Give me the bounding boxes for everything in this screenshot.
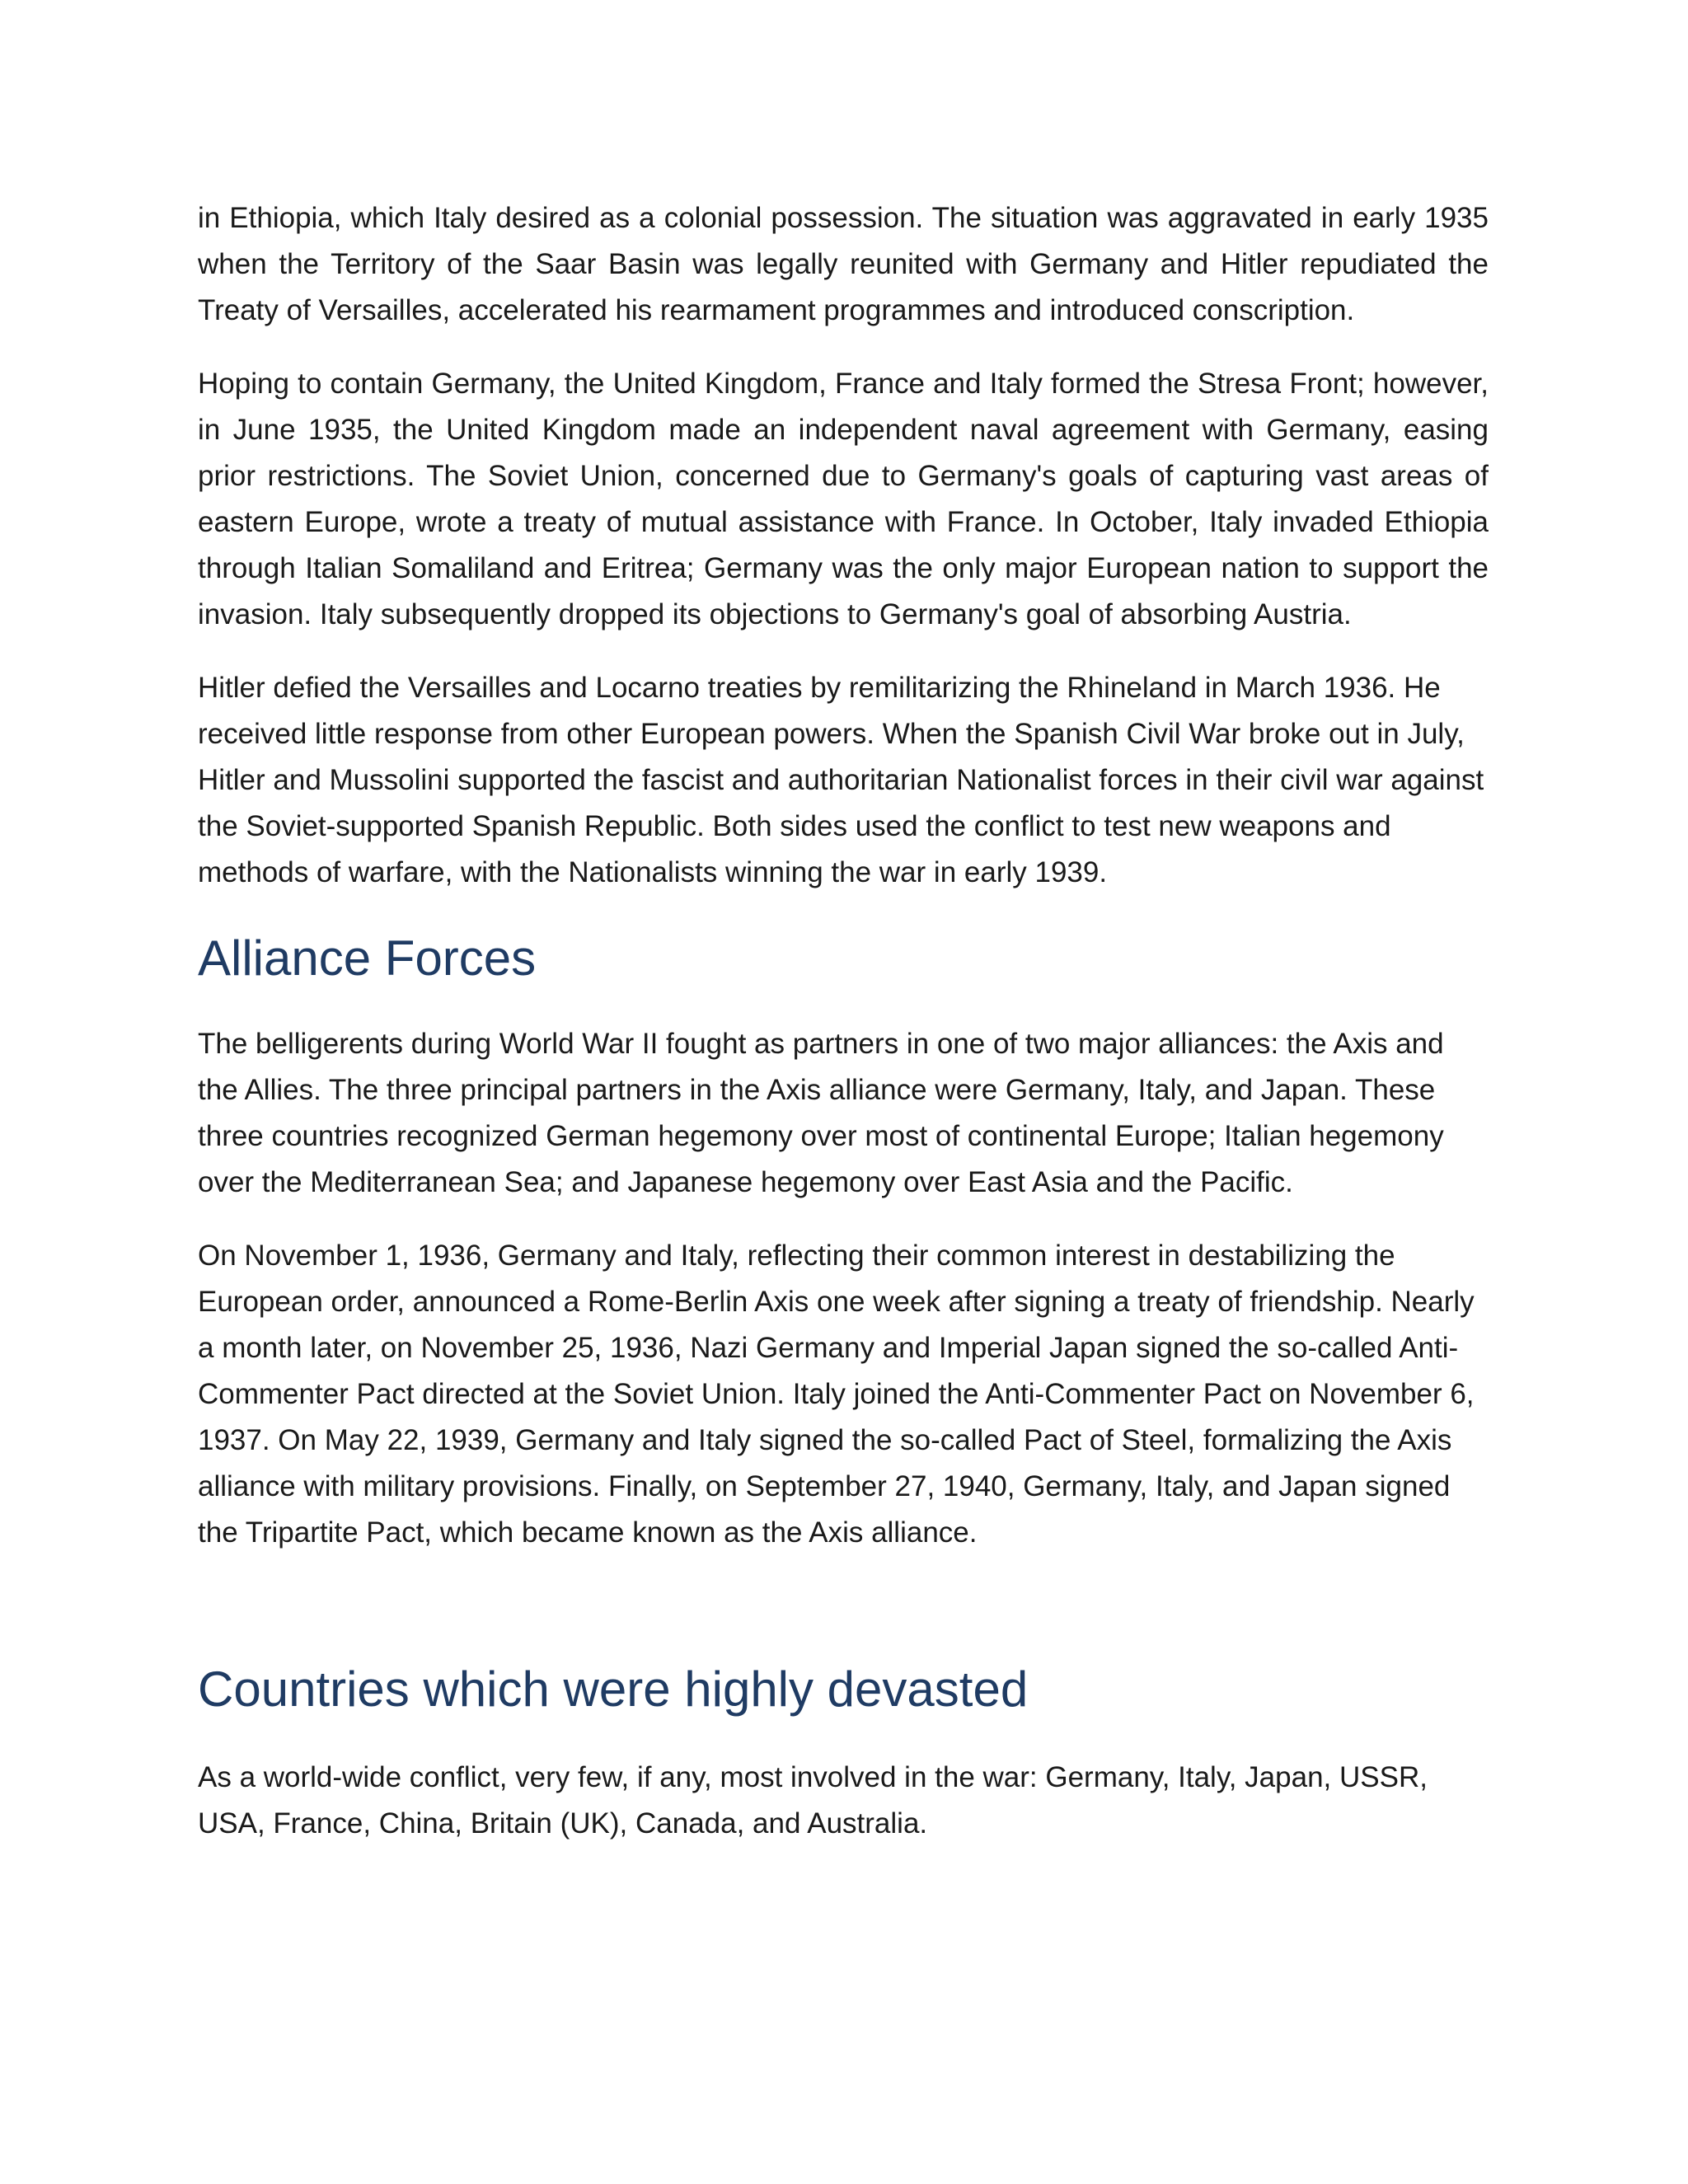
body-paragraph: in Ethiopia, which Italy desired as a colonial possession. The situation was aggravated in early 1935 when the Territory of the Saar Basin was legally reunited with Germany and Hitler repudiated the Treaty of Versailles, accelerated his rearmament programmes and introduced conscription. <box>198 202 1489 326</box>
section-heading-countries-devastated: Countries which were highly devasted <box>198 1661 1029 1717</box>
body-paragraph: The belligerents during World War II fought as partners in one of two major alliances: the Axis and the Allies. The three principal partners in the Axis alliance were Germany, Italy, and Japan. These three countries recognized German hegemony over most of continental Europe; Italian hegemony over the Mediterranean Sea; and Japanese hegemony over East Asia and the Pacific. <box>198 1028 1444 1198</box>
body-paragraph: Hitler defied the Versailles and Locarno treaties by remilitarizing the Rhineland in March 1936. He received little response from other European powers. When the Spanish Civil War broke out in July, Hitler and Mussolini supported the fascist and authoritarian Nationalist forces in their civil war against the Soviet-supported Spanish Republic. Both sides used the conflict to test new weapons and methods of warfare, with the Nationalists winning the war in early 1939. <box>198 672 1484 888</box>
body-paragraph: On November 1, 1936, Germany and Italy, reflecting their common interest in destabilizing the European order, announced a Rome-Berlin Axis one week after signing a treaty of friendship. Nearly a month later, on November 25, 1936, Nazi Germany and Imperial Japan signed the so-called Anti-Commenter Pact directed at the Soviet Union. Italy joined the Anti-Commenter Pact on November 6, 1937. On May 22, 1939, Germany and Italy signed the so-called Pact of Steel, formalizing the Axis alliance with military provisions. Finally, on September 27, 1940, Germany, Italy, and Japan signed the Tripartite Pact, which became known as the Axis alliance. <box>198 1240 1475 1549</box>
body-paragraph: Hoping to contain Germany, the United Kingdom, France and Italy formed the Stresa Front; however, in June 1935, the United Kingdom made an independent naval agreement with Germany, easing prior restrictions. The Soviet Union, concerned due to Germany's goals of capturing vast areas of eastern Europe, wrote a treaty of mutual assistance with France. In October, Italy invaded Ethiopia through Italian Somaliland and Eritrea; Germany was the only major European nation to support the invasion. Italy subsequently dropped its objections to Germany's goal of absorbing Austria. <box>198 368 1489 630</box>
section-heading-alliance-forces: Alliance Forces <box>198 930 537 986</box>
body-paragraph: As a world-wide conflict, very few, if any, most involved in the war: Germany, Italy, Japan, USSR, USA, France, China, Britain (UK), Canada, and Australia. <box>198 1761 1428 1840</box>
page-content <box>198 195 1489 1847</box>
